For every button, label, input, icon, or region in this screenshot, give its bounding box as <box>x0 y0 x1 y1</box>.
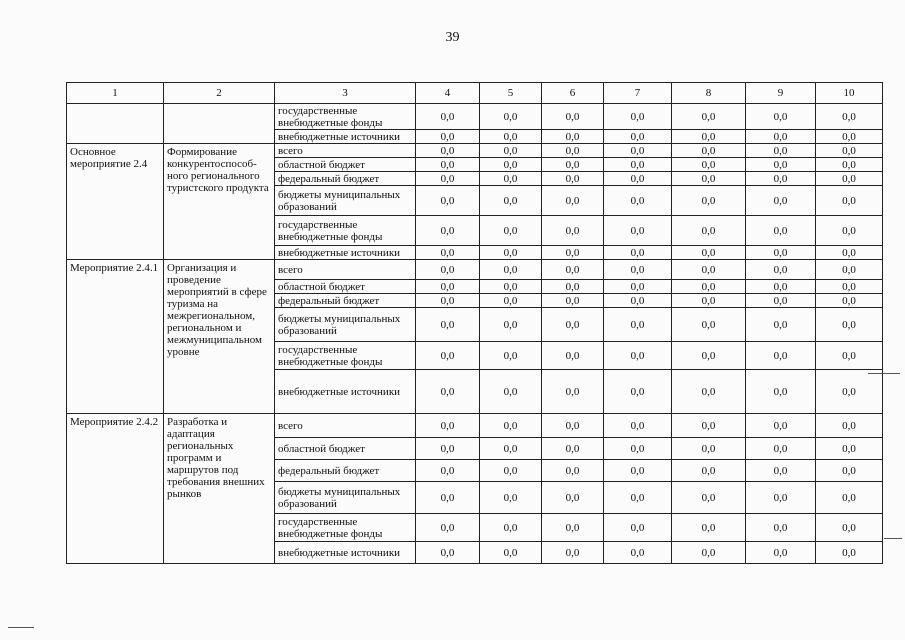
funding-source-cell: государственные внебюджетные фонды <box>275 104 416 130</box>
value-cell: 0,0 <box>542 280 604 294</box>
activity-title-cell: Формирование конкурентоспособ-ного регионального туристского продукта <box>164 144 275 260</box>
funding-source-cell: внебюджетные источники <box>275 246 416 260</box>
value-cell: 0,0 <box>604 308 672 342</box>
header-cell: 7 <box>604 83 672 104</box>
value-cell: 0,0 <box>672 246 746 260</box>
value-cell: 0,0 <box>542 294 604 308</box>
funding-source-cell: бюджеты муниципальных образований <box>275 308 416 342</box>
value-cell: 0,0 <box>816 260 883 280</box>
value-cell: 0,0 <box>480 104 542 130</box>
value-cell: 0,0 <box>604 172 672 186</box>
header-cell: 1 <box>67 83 164 104</box>
value-cell: 0,0 <box>816 342 883 370</box>
activity-code-cell: Мероприятие 2.4.2 <box>67 414 164 564</box>
value-cell: 0,0 <box>816 414 883 438</box>
value-cell: 0,0 <box>416 542 480 564</box>
funding-source-cell: государственные внебюджетные фонды <box>275 342 416 370</box>
value-cell: 0,0 <box>542 438 604 460</box>
value-cell: 0,0 <box>416 186 480 216</box>
value-cell: 0,0 <box>480 130 542 144</box>
header-row <box>67 83 883 104</box>
value-cell: 0,0 <box>816 482 883 514</box>
value-cell: 0,0 <box>480 482 542 514</box>
scan-mark <box>8 627 34 628</box>
value-cell: 0,0 <box>816 514 883 542</box>
funding-source-cell: внебюджетные источники <box>275 130 416 144</box>
value-cell: 0,0 <box>746 460 816 482</box>
value-cell: 0,0 <box>416 280 480 294</box>
page-number: 39 <box>445 30 460 45</box>
value-cell: 0,0 <box>480 294 542 308</box>
value-cell: 0,0 <box>604 260 672 280</box>
value-cell: 0,0 <box>480 216 542 246</box>
value-cell: 0,0 <box>604 104 672 130</box>
table-row <box>67 104 883 130</box>
funding-source-cell: государственные внебюджетные фонды <box>275 514 416 542</box>
value-cell: 0,0 <box>746 260 816 280</box>
value-cell: 0,0 <box>480 308 542 342</box>
value-cell: 0,0 <box>672 370 746 414</box>
value-cell: 0,0 <box>542 144 604 158</box>
value-cell: 0,0 <box>816 172 883 186</box>
funding-source-cell: областной бюджет <box>275 438 416 460</box>
value-cell: 0,0 <box>480 370 542 414</box>
funding-source-cell: областной бюджет <box>275 158 416 172</box>
value-cell: 0,0 <box>480 460 542 482</box>
scan-mark <box>868 373 900 374</box>
funding-source-cell: всего <box>275 144 416 158</box>
value-cell: 0,0 <box>480 280 542 294</box>
value-cell: 0,0 <box>672 482 746 514</box>
value-cell: 0,0 <box>480 342 542 370</box>
value-cell: 0,0 <box>542 370 604 414</box>
value-cell: 0,0 <box>480 186 542 216</box>
value-cell: 0,0 <box>604 342 672 370</box>
value-cell: 0,0 <box>816 438 883 460</box>
value-cell: 0,0 <box>416 172 480 186</box>
scan-mark <box>884 538 902 539</box>
value-cell: 0,0 <box>416 514 480 542</box>
value-cell: 0,0 <box>604 414 672 438</box>
value-cell: 0,0 <box>672 280 746 294</box>
value-cell: 0,0 <box>746 172 816 186</box>
value-cell: 0,0 <box>604 130 672 144</box>
value-cell: 0,0 <box>416 414 480 438</box>
table-row <box>67 144 883 158</box>
value-cell: 0,0 <box>746 216 816 246</box>
value-cell: 0,0 <box>480 246 542 260</box>
header-cell: 4 <box>416 83 480 104</box>
value-cell: 0,0 <box>746 246 816 260</box>
value-cell: 0,0 <box>746 342 816 370</box>
value-cell: 0,0 <box>480 260 542 280</box>
value-cell: 0,0 <box>416 130 480 144</box>
value-cell: 0,0 <box>604 280 672 294</box>
value-cell: 0,0 <box>816 308 883 342</box>
funding-source-cell: бюджеты муниципальных образований <box>275 482 416 514</box>
value-cell: 0,0 <box>416 104 480 130</box>
value-cell: 0,0 <box>604 246 672 260</box>
value-cell: 0,0 <box>542 414 604 438</box>
value-cell: 0,0 <box>672 104 746 130</box>
value-cell: 0,0 <box>672 216 746 246</box>
value-cell: 0,0 <box>604 186 672 216</box>
value-cell: 0,0 <box>672 542 746 564</box>
value-cell: 0,0 <box>604 158 672 172</box>
value-cell: 0,0 <box>746 130 816 144</box>
value-cell: 0,0 <box>416 460 480 482</box>
value-cell: 0,0 <box>542 130 604 144</box>
value-cell: 0,0 <box>542 158 604 172</box>
value-cell: 0,0 <box>416 308 480 342</box>
header-cell: 2 <box>164 83 275 104</box>
value-cell: 0,0 <box>816 460 883 482</box>
value-cell: 0,0 <box>816 294 883 308</box>
value-cell: 0,0 <box>672 342 746 370</box>
value-cell: 0,0 <box>542 260 604 280</box>
value-cell: 0,0 <box>542 460 604 482</box>
value-cell: 0,0 <box>672 460 746 482</box>
funding-source-cell: государственные внебюджетные фонды <box>275 216 416 246</box>
value-cell: 0,0 <box>480 514 542 542</box>
value-cell: 0,0 <box>816 130 883 144</box>
value-cell: 0,0 <box>604 460 672 482</box>
value-cell: 0,0 <box>542 186 604 216</box>
value-cell: 0,0 <box>480 172 542 186</box>
value-cell: 0,0 <box>480 414 542 438</box>
value-cell: 0,0 <box>746 104 816 130</box>
funding-source-cell: всего <box>275 414 416 438</box>
header-cell: 6 <box>542 83 604 104</box>
table-row <box>67 414 883 438</box>
value-cell: 0,0 <box>672 186 746 216</box>
value-cell: 0,0 <box>746 308 816 342</box>
funding-source-cell: внебюджетные источники <box>275 542 416 564</box>
value-cell: 0,0 <box>542 104 604 130</box>
value-cell: 0,0 <box>542 246 604 260</box>
value-cell: 0,0 <box>672 514 746 542</box>
value-cell: 0,0 <box>746 414 816 438</box>
value-cell: 0,0 <box>672 438 746 460</box>
funding-source-cell: федеральный бюджет <box>275 460 416 482</box>
value-cell: 0,0 <box>816 144 883 158</box>
value-cell: 0,0 <box>816 246 883 260</box>
value-cell: 0,0 <box>416 370 480 414</box>
activity-title-cell: Разработка и адаптация региональных программ и маршрутов под требования внешних рынков <box>164 414 275 564</box>
value-cell: 0,0 <box>672 260 746 280</box>
value-cell: 0,0 <box>604 216 672 246</box>
value-cell: 0,0 <box>816 542 883 564</box>
value-cell: 0,0 <box>816 280 883 294</box>
funding-source-cell: федеральный бюджет <box>275 294 416 308</box>
value-cell: 0,0 <box>672 172 746 186</box>
value-cell: 0,0 <box>816 104 883 130</box>
value-cell: 0,0 <box>672 308 746 342</box>
activity-code-cell <box>67 104 164 144</box>
value-cell: 0,0 <box>816 370 883 414</box>
funding-source-cell: всего <box>275 260 416 280</box>
value-cell: 0,0 <box>416 216 480 246</box>
value-cell: 0,0 <box>604 514 672 542</box>
value-cell: 0,0 <box>480 158 542 172</box>
value-cell: 0,0 <box>746 294 816 308</box>
value-cell: 0,0 <box>746 438 816 460</box>
value-cell: 0,0 <box>480 438 542 460</box>
value-cell: 0,0 <box>604 438 672 460</box>
funding-source-cell: федеральный бюджет <box>275 172 416 186</box>
value-cell: 0,0 <box>746 144 816 158</box>
value-cell: 0,0 <box>746 514 816 542</box>
value-cell: 0,0 <box>746 280 816 294</box>
value-cell: 0,0 <box>604 482 672 514</box>
funding-source-cell: внебюджетные источники <box>275 370 416 414</box>
value-cell: 0,0 <box>416 144 480 158</box>
funding-source-cell: областной бюджет <box>275 280 416 294</box>
value-cell: 0,0 <box>416 438 480 460</box>
value-cell: 0,0 <box>416 294 480 308</box>
value-cell: 0,0 <box>672 130 746 144</box>
value-cell: 0,0 <box>416 342 480 370</box>
value-cell: 0,0 <box>542 216 604 246</box>
value-cell: 0,0 <box>480 144 542 158</box>
value-cell: 0,0 <box>816 158 883 172</box>
activity-code-cell: Основное мероприятие 2.4 <box>67 144 164 260</box>
value-cell: 0,0 <box>746 158 816 172</box>
activity-title-cell <box>164 104 275 144</box>
value-cell: 0,0 <box>816 186 883 216</box>
value-cell: 0,0 <box>416 260 480 280</box>
header-cell: 10 <box>816 83 883 104</box>
value-cell: 0,0 <box>542 342 604 370</box>
value-cell: 0,0 <box>746 370 816 414</box>
value-cell: 0,0 <box>416 158 480 172</box>
value-cell: 0,0 <box>604 294 672 308</box>
value-cell: 0,0 <box>542 172 604 186</box>
value-cell: 0,0 <box>542 482 604 514</box>
funding-source-cell: бюджеты муниципальных образований <box>275 186 416 216</box>
activity-code-cell: Мероприятие 2.4.1 <box>67 260 164 414</box>
budget-table <box>66 82 883 564</box>
value-cell: 0,0 <box>604 144 672 158</box>
table-row <box>67 260 883 280</box>
header-cell: 9 <box>746 83 816 104</box>
header-cell: 5 <box>480 83 542 104</box>
value-cell: 0,0 <box>672 144 746 158</box>
value-cell: 0,0 <box>672 158 746 172</box>
value-cell: 0,0 <box>672 414 746 438</box>
value-cell: 0,0 <box>672 294 746 308</box>
value-cell: 0,0 <box>604 370 672 414</box>
value-cell: 0,0 <box>816 216 883 246</box>
value-cell: 0,0 <box>542 308 604 342</box>
table-body <box>67 83 883 564</box>
value-cell: 0,0 <box>542 542 604 564</box>
header-cell: 3 <box>275 83 416 104</box>
value-cell: 0,0 <box>746 186 816 216</box>
value-cell: 0,0 <box>746 482 816 514</box>
value-cell: 0,0 <box>604 542 672 564</box>
value-cell: 0,0 <box>480 542 542 564</box>
value-cell: 0,0 <box>416 482 480 514</box>
activity-title-cell: Организация и проведение мероприятий в сфере туризма на межрегиональном, региональном и межмуниципальном уровне <box>164 260 275 414</box>
value-cell: 0,0 <box>416 246 480 260</box>
value-cell: 0,0 <box>746 542 816 564</box>
value-cell: 0,0 <box>542 514 604 542</box>
header-cell: 8 <box>672 83 746 104</box>
